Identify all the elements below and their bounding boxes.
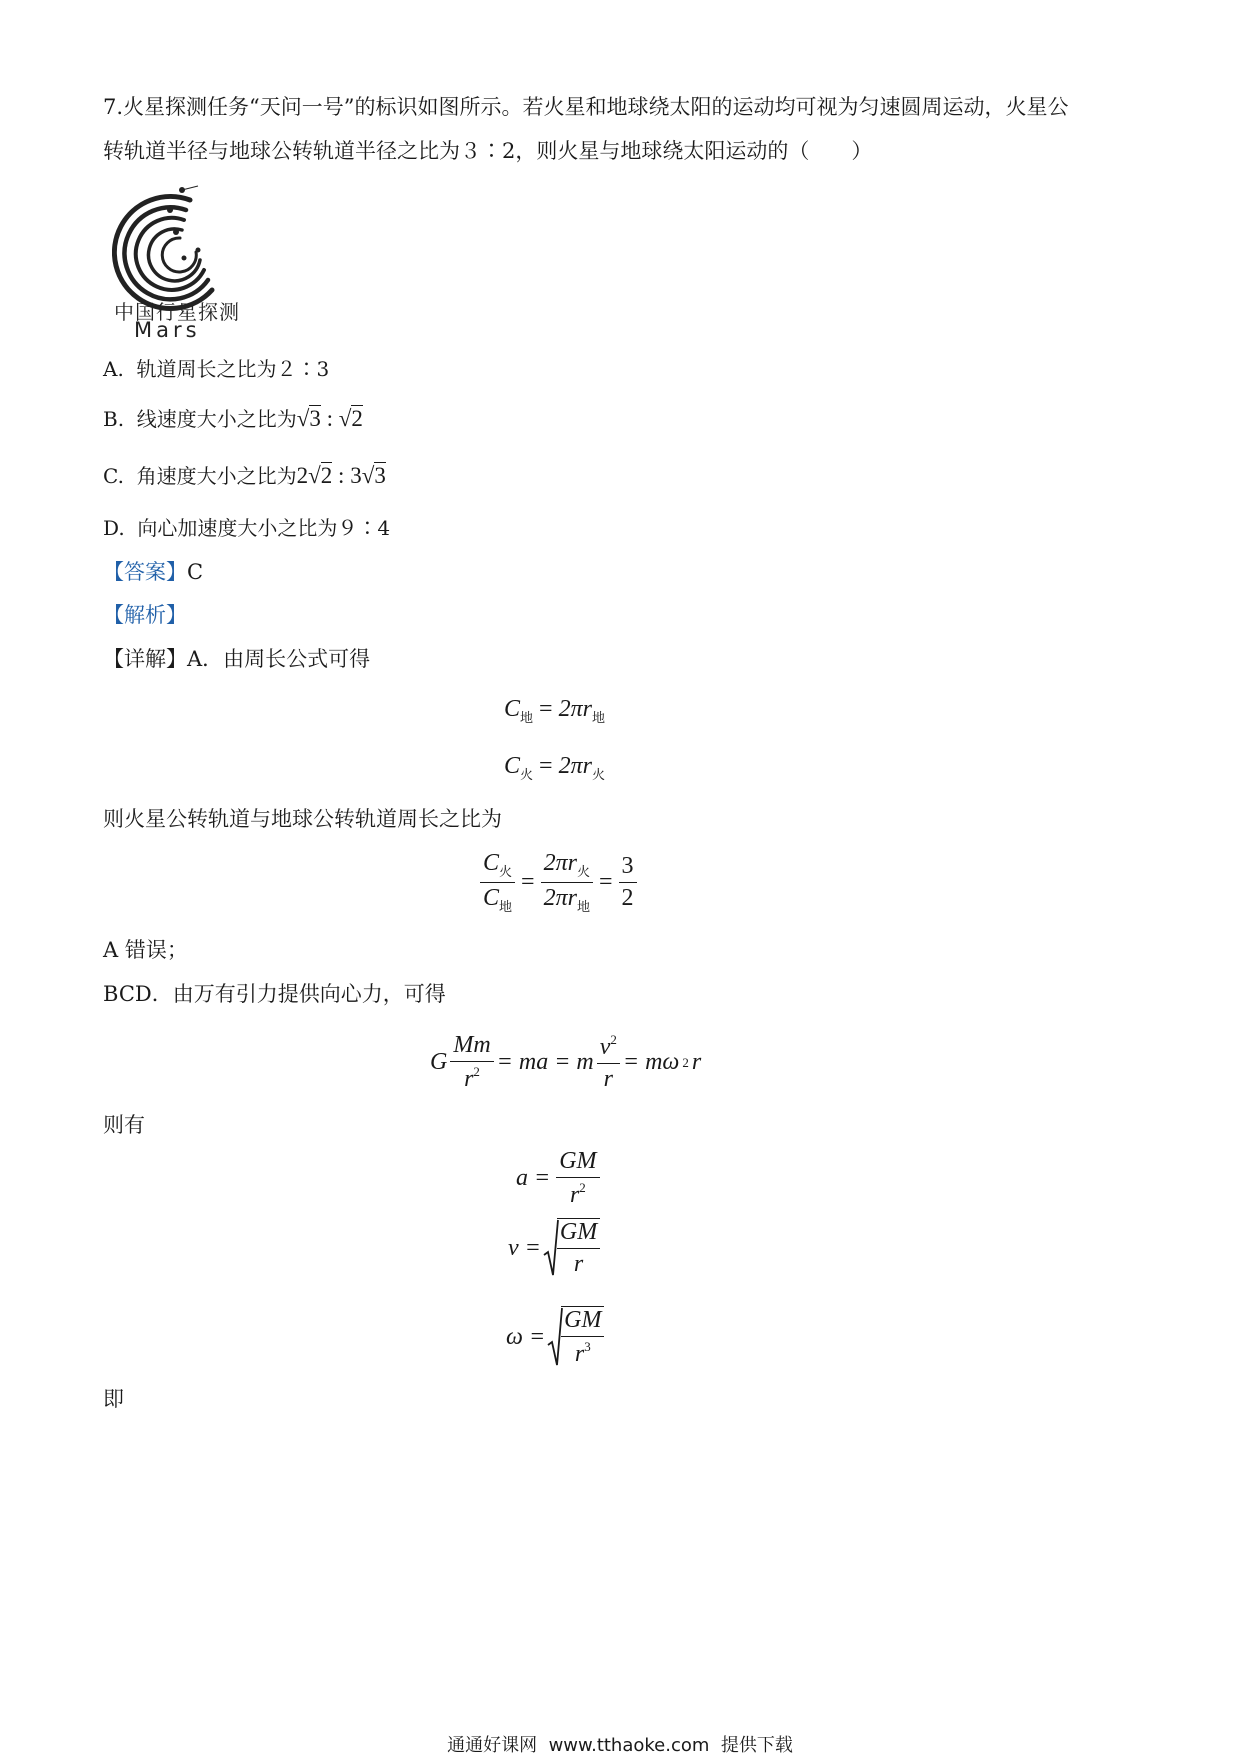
detail-text: A．由周长公式可得 xyxy=(187,647,371,671)
equation-mars-circumference xyxy=(504,753,605,783)
eq7-den: r xyxy=(574,1341,585,1367)
eq1-lhs: C xyxy=(504,696,521,722)
eq3-equals-1: = xyxy=(521,869,535,895)
eq4-omega-sup: 2 xyxy=(682,1054,689,1070)
eq4-tail: r xyxy=(691,1049,702,1075)
option-c-radicand-2: 3 xyxy=(374,463,386,488)
eq7-num: GM xyxy=(561,1307,604,1337)
eq3-frac-2 xyxy=(541,850,593,915)
logo-word: Mars xyxy=(134,318,201,342)
option-c-coef-2: 3 xyxy=(350,463,362,488)
option-c-coef-1: 2 xyxy=(296,463,309,488)
eq4-g: G xyxy=(430,1049,448,1075)
eq1-equals: = xyxy=(539,696,553,722)
equation-velocity xyxy=(508,1218,600,1278)
a-wrong-text: A 错误； xyxy=(103,938,188,962)
option-c-sep: : xyxy=(338,463,345,488)
eq4-part-2: = mω xyxy=(622,1049,680,1075)
sqrt-sign: √ xyxy=(338,406,352,431)
eq4-num: Mm xyxy=(450,1032,493,1062)
eq3-d2: 2πr xyxy=(543,885,577,911)
equation-circumference-ratio xyxy=(480,850,637,915)
eq7-frac xyxy=(561,1306,604,1368)
eq4-frac-v xyxy=(597,1032,620,1093)
eq3-n3: 3 xyxy=(619,853,637,883)
option-b-letter: B. xyxy=(103,407,125,431)
page-footer: 通通好课网 www.tthaoke.com 提供下载 xyxy=(447,1735,793,1756)
question-line-2: 转轨道半径与地球公转轨道半径之比为３∶2，则火星与地球绕太阳运动的（ ） xyxy=(103,139,873,163)
option-c-text: 角速度大小之比为 xyxy=(136,464,297,488)
eq6-num: GM xyxy=(557,1219,600,1249)
ji-text: 即 xyxy=(103,1387,124,1411)
option-b-text: 线速度大小之比为 xyxy=(136,407,297,431)
sqrt-sign: √ xyxy=(296,406,310,431)
answer-value: C xyxy=(187,560,204,584)
eq3-d1-sub: 地 xyxy=(499,899,513,914)
ratio-text: 则火星公转轨道与地球公转轨道周长之比为 xyxy=(103,807,502,831)
option-d-text: 向心加速度大小之比为９∶4 xyxy=(137,516,391,540)
option-d-letter: D. xyxy=(103,516,125,540)
eq3-d3: 2 xyxy=(621,885,634,911)
answer-line xyxy=(103,562,203,583)
option-c xyxy=(103,464,386,494)
eq3-n1-sub: 火 xyxy=(499,864,513,879)
option-b-sep: : xyxy=(326,406,334,431)
eq3-n2: 2πr xyxy=(543,850,577,876)
option-a xyxy=(103,359,329,379)
eq6-frac xyxy=(557,1218,600,1278)
eq7-den-sup: 3 xyxy=(584,1339,591,1354)
eq5-frac xyxy=(556,1148,599,1209)
question-line-1: 7.火星探测任务“天问一号”的标识如图所示。若火星和地球绕太阳的运动均可视为匀速圆周运动，火星公 xyxy=(103,95,1069,119)
option-c-radicand-1: 2 xyxy=(320,463,333,488)
eq1-r-sub: 地 xyxy=(591,710,605,725)
equation-gravity xyxy=(430,1032,701,1093)
equation-earth-circumference xyxy=(504,696,605,726)
bcd-text: BCD．由万有引力提供向心力，可得 xyxy=(103,982,446,1006)
eq4-den: r xyxy=(464,1066,474,1092)
eq2-r: r xyxy=(582,753,592,779)
equation-angular-velocity xyxy=(506,1306,604,1368)
eq3-frac-1 xyxy=(480,850,515,915)
option-a-text: 轨道周长之比为２∶3 xyxy=(136,357,330,381)
analysis-tag: 【解析】 xyxy=(103,603,187,627)
option-b xyxy=(103,407,363,437)
eq1-r: r xyxy=(582,696,592,722)
eq4-frac-mm xyxy=(450,1032,493,1093)
eq2-coef: 2π xyxy=(558,753,583,779)
eq1-coef: 2π xyxy=(558,696,583,722)
sqrt-sign: √ xyxy=(361,463,375,488)
eq6-lhs: v = xyxy=(508,1234,541,1261)
equation-acceleration xyxy=(516,1148,600,1209)
option-c-letter: C. xyxy=(103,464,124,488)
eq5-den-sup: 2 xyxy=(579,1180,586,1195)
detail-tag: 【详解】 xyxy=(103,647,187,671)
eq3-d1: C xyxy=(483,885,500,911)
eq2-equals: = xyxy=(539,753,553,779)
option-a-letter: A. xyxy=(103,357,124,381)
eq7-lhs: ω = xyxy=(506,1323,546,1350)
eq4-v-den: r xyxy=(603,1066,613,1092)
option-b-radicand-1: 3 xyxy=(309,406,321,431)
eq1-lhs-sub: 地 xyxy=(520,710,534,725)
eq3-n1: C xyxy=(483,850,500,876)
eq3-n2-sub: 火 xyxy=(576,864,590,879)
eq4-part-1: = ma = m xyxy=(496,1049,594,1075)
eq2-lhs: C xyxy=(504,753,521,779)
eq4-den-sup: 2 xyxy=(473,1064,480,1079)
eq2-r-sub: 火 xyxy=(591,767,605,782)
eq4-v-sup: 2 xyxy=(610,1032,617,1047)
option-b-radicand-2: 2 xyxy=(351,406,363,431)
eq3-frac-3 xyxy=(619,853,637,912)
eq3-d2-sub: 地 xyxy=(576,899,590,914)
eq5-den: r xyxy=(569,1182,580,1208)
detail-line xyxy=(103,649,370,670)
then-text: 则有 xyxy=(103,1113,145,1137)
logo-caption: 中国行星探测 xyxy=(114,300,240,324)
eq6-den: r xyxy=(573,1251,584,1277)
answer-tag: 【答案】 xyxy=(103,560,187,584)
eq4-v: v xyxy=(599,1034,611,1060)
sqrt-sign: √ xyxy=(308,463,321,488)
eq5-num: GM xyxy=(556,1148,599,1178)
eq5-lhs: a = xyxy=(516,1165,551,1191)
option-d xyxy=(103,518,390,538)
eq3-equals-2: = xyxy=(598,869,613,895)
eq2-lhs-sub: 火 xyxy=(520,767,534,782)
